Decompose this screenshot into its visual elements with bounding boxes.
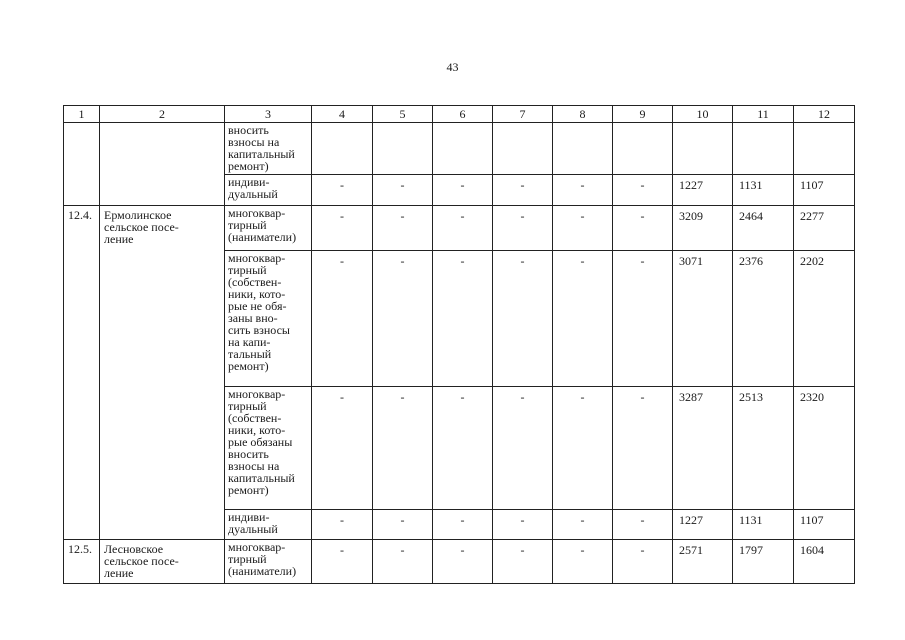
value-cell: 2202 bbox=[794, 251, 855, 387]
dash-cell: - bbox=[433, 510, 493, 540]
table-row bbox=[64, 123, 855, 175]
dash-cell: - bbox=[312, 251, 373, 387]
dash-cell: - bbox=[613, 387, 673, 510]
table-row bbox=[64, 540, 855, 584]
dash-cell: - bbox=[553, 387, 613, 510]
dash-cell: - bbox=[312, 510, 373, 540]
dash-cell: - bbox=[433, 540, 493, 584]
dash-cell bbox=[433, 123, 493, 175]
header-cell: 11 bbox=[733, 106, 794, 123]
dash-cell bbox=[613, 123, 673, 175]
housing-type: вносить взносы на капитальный ремонт) bbox=[225, 123, 312, 175]
dash-cell: - bbox=[493, 387, 553, 510]
page-number: 43 bbox=[446, 60, 459, 74]
dash-cell: - bbox=[312, 387, 373, 510]
header-cell: 2 bbox=[100, 106, 225, 123]
header-cell: 7 bbox=[493, 106, 553, 123]
value-cell: 2464 bbox=[733, 206, 794, 251]
dash-cell: - bbox=[553, 206, 613, 251]
dash-cell: - bbox=[613, 206, 673, 251]
dash-cell: - bbox=[373, 510, 433, 540]
value-cell: 3287 bbox=[673, 387, 733, 510]
housing-type: индиви- дуальный bbox=[225, 510, 312, 540]
tariff-table bbox=[63, 105, 855, 584]
value-cell: 1131 bbox=[733, 510, 794, 540]
dash-cell: - bbox=[493, 206, 553, 251]
value-cell bbox=[733, 123, 794, 175]
value-cell: 1604 bbox=[794, 540, 855, 584]
header-cell: 3 bbox=[225, 106, 312, 123]
value-cell bbox=[794, 123, 855, 175]
dash-cell: - bbox=[433, 251, 493, 387]
value-cell: 2513 bbox=[733, 387, 794, 510]
value-cell: 3209 bbox=[673, 206, 733, 251]
dash-cell: - bbox=[553, 251, 613, 387]
settlement-name: Лесновское сельское посе- ление bbox=[100, 540, 225, 584]
dash-cell: - bbox=[373, 387, 433, 510]
table-header-row bbox=[64, 106, 855, 123]
settlement-name bbox=[100, 123, 225, 206]
value-cell: 2277 bbox=[794, 206, 855, 251]
header-cell: 9 bbox=[613, 106, 673, 123]
dash-cell: - bbox=[373, 540, 433, 584]
dash-cell bbox=[553, 123, 613, 175]
dash-cell: - bbox=[493, 540, 553, 584]
dash-cell: - bbox=[493, 175, 553, 206]
dash-cell: - bbox=[613, 251, 673, 387]
value-cell: 2571 bbox=[673, 540, 733, 584]
dash-cell: - bbox=[373, 175, 433, 206]
value-cell: 1107 bbox=[794, 510, 855, 540]
row-code: 12.4. bbox=[64, 206, 100, 540]
value-cell: 1131 bbox=[733, 175, 794, 206]
header-cell: 12 bbox=[794, 106, 855, 123]
table-row bbox=[64, 206, 855, 251]
dash-cell: - bbox=[613, 510, 673, 540]
value-cell bbox=[673, 123, 733, 175]
value-cell: 3071 bbox=[673, 251, 733, 387]
dash-cell: - bbox=[493, 251, 553, 387]
dash-cell: - bbox=[553, 540, 613, 584]
row-code bbox=[64, 123, 100, 206]
value-cell: 1227 bbox=[673, 510, 733, 540]
dash-cell: - bbox=[373, 206, 433, 251]
dash-cell: - bbox=[493, 510, 553, 540]
row-code: 12.5. bbox=[64, 540, 100, 584]
dash-cell bbox=[373, 123, 433, 175]
dash-cell: - bbox=[553, 175, 613, 206]
header-cell: 1 bbox=[64, 106, 100, 123]
dash-cell: - bbox=[373, 251, 433, 387]
header-cell: 5 bbox=[373, 106, 433, 123]
value-cell: 2320 bbox=[794, 387, 855, 510]
dash-cell: - bbox=[433, 206, 493, 251]
dash-cell bbox=[493, 123, 553, 175]
header-cell: 8 bbox=[553, 106, 613, 123]
value-cell: 1797 bbox=[733, 540, 794, 584]
dash-cell: - bbox=[553, 510, 613, 540]
housing-type: многоквар- тирный (собствен- ники, кото- рые не обя- заны вно- сить взносы на капи- тальный ремонт) bbox=[225, 251, 312, 387]
housing-type: индиви- дуальный bbox=[225, 175, 312, 206]
value-cell: 1227 bbox=[673, 175, 733, 206]
dash-cell bbox=[312, 123, 373, 175]
header-cell: 10 bbox=[673, 106, 733, 123]
dash-cell: - bbox=[312, 175, 373, 206]
dash-cell: - bbox=[312, 206, 373, 251]
dash-cell: - bbox=[312, 540, 373, 584]
dash-cell: - bbox=[613, 175, 673, 206]
dash-cell: - bbox=[433, 175, 493, 206]
value-cell: 2376 bbox=[733, 251, 794, 387]
housing-type: многоквар- тирный (собствен- ники, кото- рые обязаны вносить взносы на капитальный ремонт) bbox=[225, 387, 312, 510]
header-cell: 6 bbox=[433, 106, 493, 123]
dash-cell: - bbox=[613, 540, 673, 584]
header-cell: 4 bbox=[312, 106, 373, 123]
dash-cell: - bbox=[433, 387, 493, 510]
value-cell: 1107 bbox=[794, 175, 855, 206]
housing-type: многоквар- тирный (наниматели) bbox=[225, 206, 312, 251]
housing-type: многоквар- тирный (наниматели) bbox=[225, 540, 312, 584]
settlement-name: Ермолинское сельское посе- ление bbox=[100, 206, 225, 540]
